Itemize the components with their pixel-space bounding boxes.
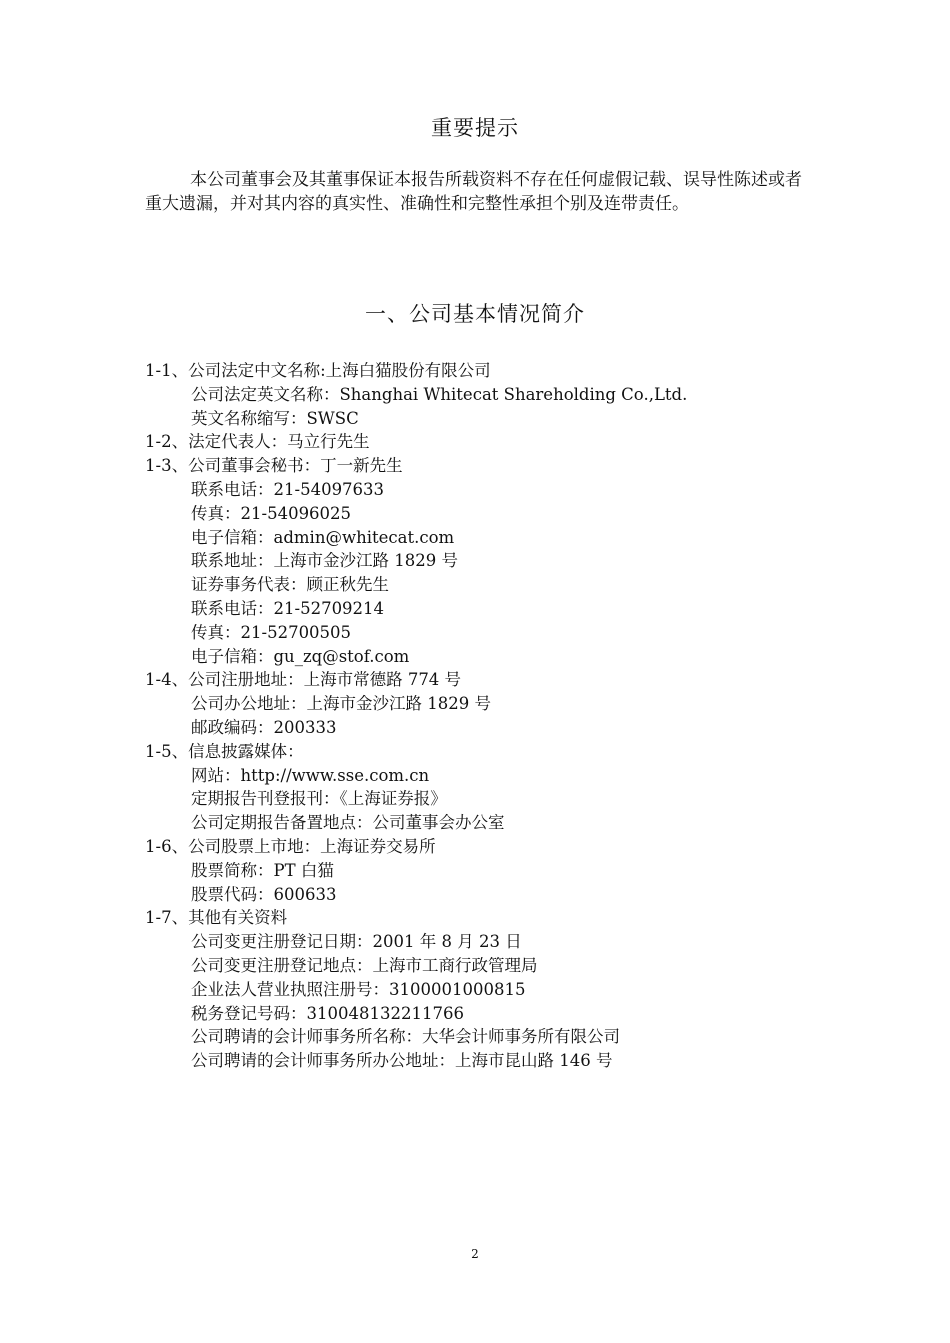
info-item: 1-3、公司董事会秘书：丁一新先生	[145, 456, 403, 476]
info-sub-item: 网站：http://www.sse.com.cn	[191, 765, 430, 785]
company-info-list	[145, 359, 845, 1073]
info-sub-item: 公司变更注册登记日期：2001 年 8 月 23 日	[191, 932, 522, 952]
info-sub-item: 定期报告刊登报刊：《上海证券报》	[191, 789, 447, 809]
info-sub-item: 公司定期报告备置地点：公司董事会办公室	[191, 813, 505, 833]
info-sub-item: 公司变更注册登记地点：上海市工商行政管理局	[191, 955, 538, 975]
info-sub-item: 联系电话：21-54097633	[191, 479, 385, 499]
info-sub-item: 电子信箱：gu_zq@stof.com	[191, 646, 410, 666]
notice-body: 本公司董事会及其董事保证本报告所载资料不存在任何虚假记载、误导性陈述或者重大遗漏，并对其内容的真实性、准确性和完整性承担个别及连带责任。	[145, 170, 802, 214]
notice-title: 重要提示	[431, 116, 519, 140]
info-item: 1-7、其他有关资料	[145, 908, 288, 928]
info-sub-item: 传真：21-52700505	[191, 622, 352, 642]
info-item: 1-1、公司法定中文名称:上海白猫股份有限公司	[145, 361, 491, 380]
info-sub-item: 股票代码：600633	[191, 884, 337, 904]
info-sub-item: 联系电话：21-52709214	[191, 598, 385, 618]
info-sub-item: 证券事务代表：顾正秋先生	[191, 575, 389, 595]
info-sub-item: 联系地址：上海市金沙江路 1829 号	[191, 551, 458, 571]
info-sub-item: 企业法人营业执照注册号：3100001000815	[191, 979, 526, 999]
info-item: 1-2、法定代表人：马立行先生	[145, 432, 370, 452]
info-sub-item: 公司聘请的会计师事务所办公地址：上海市昆山路 146 号	[191, 1051, 613, 1071]
info-item: 1-6、公司股票上市地：上海证券交易所	[145, 836, 436, 856]
info-sub-item: 税务登记号码：310048132211766	[191, 1003, 464, 1023]
info-sub-item: 公司法定英文名称：Shanghai Whitecat Shareholding Co.,Ltd.	[191, 384, 688, 404]
info-sub-item: 传真：21-54096025	[191, 503, 352, 523]
info-item: 1-4、公司注册地址：上海市常德路 774 号	[145, 670, 462, 690]
info-sub-item: 公司聘请的会计师事务所名称：大华会计师事务所有限公司	[191, 1027, 620, 1047]
info-sub-item: 电子信箱：admin@whitecat.com	[191, 527, 455, 547]
section-title: 一、公司基本情况简介	[365, 302, 585, 326]
info-sub-item: 公司办公地址：上海市金沙江路 1829 号	[191, 694, 491, 714]
page-number: 2	[471, 1247, 479, 1261]
info-sub-item: 英文名称缩写：SWSC	[191, 408, 359, 428]
info-sub-item: 股票简称：PT 白猫	[191, 860, 334, 880]
info-item: 1-5、信息披露媒体：	[145, 741, 304, 761]
info-sub-item: 邮政编码：200333	[191, 717, 337, 737]
